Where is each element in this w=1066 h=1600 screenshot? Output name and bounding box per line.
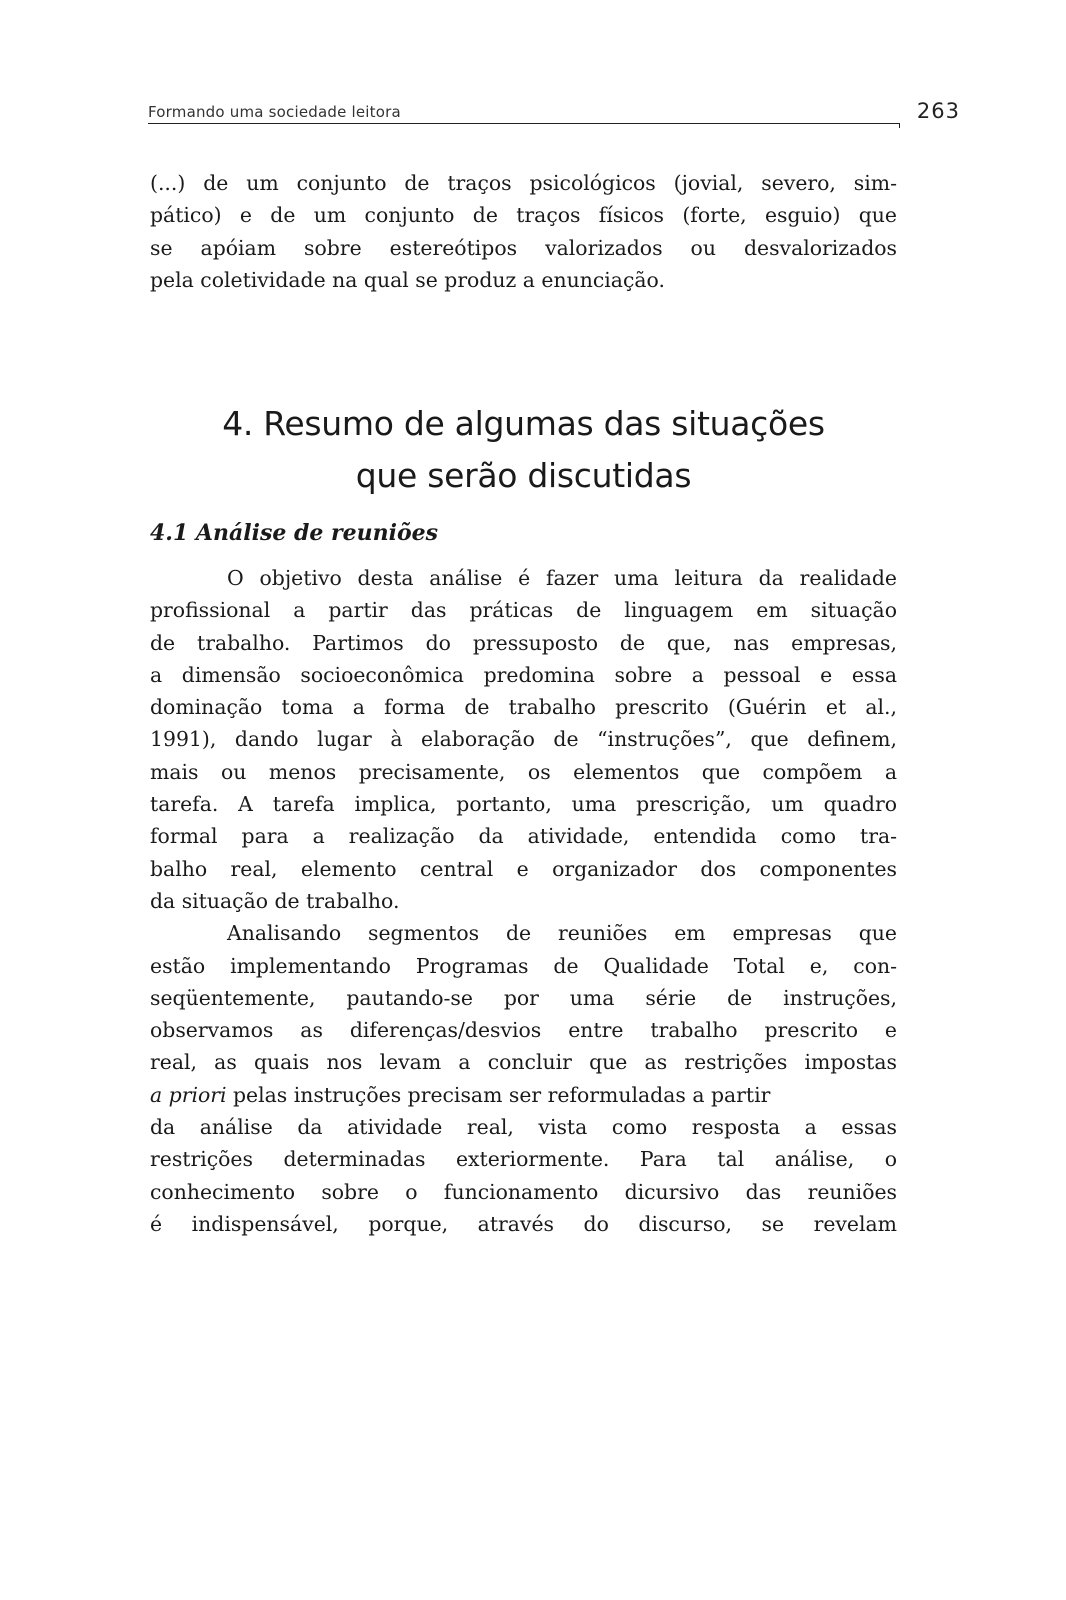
paragraph-line bbox=[150, 1079, 897, 1111]
paragraph-line: O objetivo desta análise é fazer uma leitura da realidade bbox=[227, 566, 897, 590]
paragraph-line: Analisando segmentos de reuniões em empresas que bbox=[227, 921, 897, 946]
paragraph-line-rest: pelas instruções precisam ser reformuladas a partir bbox=[226, 1082, 771, 1107]
paragraph-line: observamos as diferenças/desvios entre trabalho prescrito e bbox=[150, 1018, 897, 1043]
header-rule-tick bbox=[899, 123, 900, 128]
block-quote bbox=[150, 167, 897, 296]
paragraph-line: a dimensão socioeconômica predomina sobre a pessoal e essa bbox=[150, 662, 897, 687]
paragraph-line: restrições determinadas exteriormente. Para tal análise, o bbox=[150, 1147, 897, 1172]
paragraph-line: dominação toma a forma de trabalho prescrito (Guérin et al., bbox=[150, 695, 897, 720]
paragraph-line: real, as quais nos levam a concluir que as restrições impostas bbox=[150, 1050, 897, 1075]
section-heading bbox=[150, 398, 897, 502]
paragraph-line: de trabalho. Partimos do pressuposto de que, nas empresas, bbox=[150, 630, 897, 655]
paragraph-line: 1991), dando lugar à elaboração de “instruções”, que definem, bbox=[150, 727, 897, 752]
paragraph-line: conhecimento sobre o funcionamento dicursivo das reuniões bbox=[150, 1179, 897, 1204]
paragraph-line: mais ou menos precisamente, os elementos que compõem a bbox=[150, 759, 897, 784]
paragraph-line: seqüentemente, pautando-se por uma série de instruções, bbox=[150, 985, 897, 1010]
paragraph-line: balho real, elemento central e organizador dos componentes bbox=[150, 856, 897, 881]
quote-line: se apóiam sobre estereótipos valorizados ou desvalorizados bbox=[150, 235, 897, 260]
quote-line: (...) de um conjunto de traços psicológicos (jovial, severo, sim- bbox=[150, 171, 897, 195]
running-head-title: Formando uma sociedade leitora bbox=[148, 103, 401, 121]
page-number: 263 bbox=[916, 99, 960, 123]
quote-line: pela coletividade na qual se produz a enunciação. bbox=[150, 267, 665, 292]
paragraph-line: da situação de trabalho. bbox=[150, 888, 400, 913]
paragraph-line: é indispensável, porque, através do discurso, se revelam bbox=[150, 1211, 897, 1236]
paragraph-line: profissional a partir das práticas de linguagem em situação bbox=[150, 598, 897, 623]
paragraph-line: tarefa. A tarefa implica, portanto, uma prescrição, um quadro bbox=[150, 792, 897, 817]
section-heading-line: que serão discutidas bbox=[355, 456, 692, 495]
header-rule bbox=[148, 123, 900, 124]
paragraph-line: formal para a realização da atividade, entendida como tra- bbox=[150, 824, 897, 849]
italic-term: a priori bbox=[150, 1082, 227, 1107]
section-heading-line: 4. Resumo de algumas das situações bbox=[222, 404, 825, 443]
running-head bbox=[148, 101, 960, 125]
quote-line: pático) e de um conjunto de traços físicos (forte, esguio) que bbox=[150, 203, 897, 228]
subsection-heading: 4.1 Análise de reuniões bbox=[150, 520, 439, 546]
paragraph-line: da análise da atividade real, vista como resposta a essas bbox=[150, 1115, 897, 1140]
body-text bbox=[150, 562, 897, 1240]
paragraph-line: estão implementando Programas de Qualidade Total e, con- bbox=[150, 953, 897, 978]
